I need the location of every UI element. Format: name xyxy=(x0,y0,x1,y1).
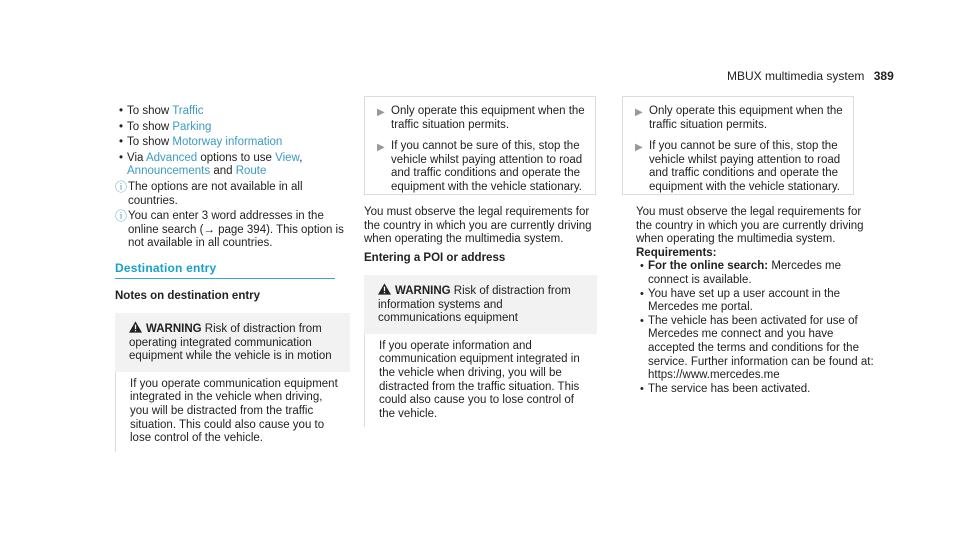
list-item xyxy=(636,383,876,397)
link-announcements[interactable]: Announcements xyxy=(127,165,211,178)
column-3-text xyxy=(636,206,876,396)
page-header xyxy=(727,70,927,84)
note xyxy=(115,181,350,208)
warning-box xyxy=(364,275,597,427)
list-item xyxy=(115,136,350,150)
bullet-icon: • xyxy=(119,151,124,164)
list-item xyxy=(365,105,595,132)
item-text: The service has been activated. xyxy=(648,382,811,395)
warning-header xyxy=(364,275,597,334)
item-text: If you cannot be sure of this, stop the vehicle whilst paying attention to road and traffic conditions and operate the equipment with the vehicle stationary. xyxy=(391,140,583,193)
list-item xyxy=(115,121,350,135)
warning-body: If you operate information and communication equipment integrated in the vehicle when driving, you will be distracted from the traffic situation. This could also cause you to lose control of the vehicle. xyxy=(364,334,597,428)
item-text: and xyxy=(210,165,236,178)
paragraph: You must observe the legal requirements for the country in which you are currently driving when operating the multimedia system. xyxy=(364,206,592,246)
play-arrow-icon: ▶ xyxy=(635,107,643,118)
bullet-icon: • xyxy=(119,136,124,149)
subheading-block xyxy=(115,290,350,304)
paragraph: You must observe the legal requirements for the country in which you are currently driving when operating the multimedia system. xyxy=(636,206,864,246)
item-text: If you cannot be sure of this, stop the vehicle whilst paying attention to road and traffic conditions and operate the equipment with the vehicle stationary. xyxy=(649,140,841,193)
page-number: 389 xyxy=(873,69,894,83)
column-2-text xyxy=(364,206,604,265)
item-bold-text: For the online search: xyxy=(648,260,769,273)
item-text: Only operate this equipment when the traffic situation permits. xyxy=(649,105,843,131)
requirements-label: Requirements: xyxy=(636,246,717,259)
link-traffic[interactable]: Traffic xyxy=(172,105,204,117)
warning-title: WARNING xyxy=(146,323,202,335)
subheading: Notes on destination entry xyxy=(115,290,261,302)
warning-header xyxy=(115,313,350,372)
link-route[interactable]: Route xyxy=(235,165,267,178)
list-item xyxy=(365,140,595,194)
warning-text: Risk of distraction from operating integrated communication equipment while the vehicle is in motion xyxy=(129,323,332,363)
info-icon: ⓘ xyxy=(115,209,128,224)
list-item xyxy=(636,288,876,315)
list-item xyxy=(636,260,876,287)
warning-text: Risk of distraction from information systems and communications equipment xyxy=(378,285,571,325)
list-item xyxy=(636,315,876,383)
warning-triangle-icon xyxy=(129,321,142,333)
bullet-icon: • xyxy=(640,382,644,395)
bullet-icon: • xyxy=(640,260,644,273)
column-1 xyxy=(115,105,350,251)
item-text: , xyxy=(299,151,303,164)
list-item xyxy=(623,140,853,194)
link-motorway-information[interactable]: Motorway information xyxy=(172,136,283,149)
item-text: Only operate this equipment when the traffic situation permits. xyxy=(391,105,585,131)
bullet-icon: • xyxy=(119,120,124,133)
item-text: To show xyxy=(127,136,173,149)
item-text: To show xyxy=(127,120,173,133)
play-arrow-icon: ▶ xyxy=(377,107,385,118)
warning-box xyxy=(115,313,350,452)
note xyxy=(115,210,350,251)
note-text: The options are not available in all countries. xyxy=(128,180,303,207)
section-heading-block xyxy=(115,262,350,276)
bullet-icon: • xyxy=(119,105,124,117)
play-arrow-icon: ▶ xyxy=(377,142,385,154)
play-arrow-icon: ▶ xyxy=(635,142,643,154)
note-text: You can enter 3 word addresses in the online search (→ page 394). This option is not available in all countries. xyxy=(128,210,344,250)
header-title: MBUX multimedia system xyxy=(727,69,865,83)
list-item xyxy=(115,105,350,119)
link-parking[interactable]: Parking xyxy=(172,120,212,133)
warning-triangle-icon xyxy=(378,283,391,295)
list-item xyxy=(623,105,853,132)
link-view[interactable]: View xyxy=(275,151,300,164)
safety-box xyxy=(364,96,596,195)
warning-body: If you operate communication equipment integrated in the vehicle when driving, you will be distracted from the traffic situation. This could also cause you to lose control of the vehicle. xyxy=(115,372,350,452)
item-text: Mercedes me connect is available. xyxy=(648,260,841,286)
section-divider xyxy=(115,278,335,279)
bullet-icon: • xyxy=(640,314,644,327)
link-advanced[interactable]: Advanced xyxy=(145,151,198,164)
item-text: To show xyxy=(127,105,173,117)
safety-box xyxy=(622,96,854,195)
item-text: options to use xyxy=(197,151,276,164)
bullet-icon: • xyxy=(640,287,644,300)
subheading: Entering a POI or address xyxy=(364,251,506,264)
list-item xyxy=(115,152,350,179)
section-title: Destination entry xyxy=(115,261,217,275)
item-text: Via xyxy=(127,151,146,164)
warning-title: WARNING xyxy=(395,285,451,297)
info-icon: ⓘ xyxy=(115,179,128,194)
item-text: The vehicle has been activated for use of Mercedes me connect and you have accepted the terms and conditions for the service. Further information can be found at: https://www.mercedes.me xyxy=(648,314,874,382)
item-text: You have set up a user account in the Mercedes me portal. xyxy=(648,287,841,314)
